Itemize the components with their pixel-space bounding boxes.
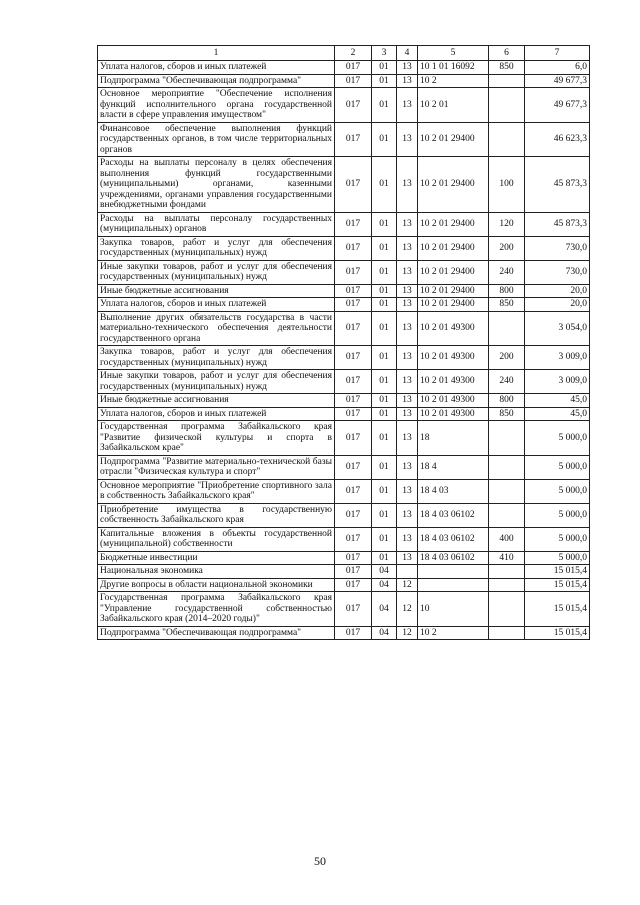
- subsection-code: 12: [397, 578, 418, 592]
- amount: 5 000,0: [525, 421, 590, 456]
- target-article-code: 10: [418, 592, 489, 627]
- expense-type-code: 850: [489, 407, 525, 421]
- target-article-code: 10 2 01 49300: [418, 311, 489, 346]
- header-cell: 3: [372, 46, 397, 61]
- section-code: 01: [372, 370, 397, 394]
- section-code: 01: [372, 74, 397, 88]
- subsection-code: 13: [397, 88, 418, 123]
- section-code: 04: [372, 565, 397, 579]
- subsection-code: 13: [397, 370, 418, 394]
- amount: 45 873,3: [525, 157, 590, 213]
- target-article-code: 10 2 01 29400: [418, 212, 489, 236]
- expense-type-code: 850: [489, 61, 525, 75]
- expense-type-code: [489, 421, 525, 456]
- table-row: [98, 455, 590, 479]
- target-article-code: 10 2 01 29400: [418, 260, 489, 284]
- expense-type-code: [489, 565, 525, 579]
- grbs-code: 017: [335, 421, 372, 456]
- grbs-code: 017: [335, 370, 372, 394]
- target-article-code: 18 4 03 06102: [418, 551, 489, 565]
- grbs-code: 017: [335, 479, 372, 503]
- subsection-code: 12: [397, 626, 418, 640]
- row-name: Подпрограмма "Развитие материально-технической базы отрасли "Физическая культура и спорт": [98, 455, 335, 479]
- row-name: Закупка товаров, работ и услуг для обеспечения государственных (муниципальных) нужд: [98, 236, 335, 260]
- target-article-code: 18: [418, 421, 489, 456]
- expense-type-code: 100: [489, 157, 525, 213]
- target-article-code: 18 4 03 06102: [418, 503, 489, 527]
- expense-type-code: [489, 578, 525, 592]
- amount: 3 054,0: [525, 311, 590, 346]
- table-row: [98, 592, 590, 627]
- table-row: [98, 479, 590, 503]
- table-row: [98, 551, 590, 565]
- amount: 15 015,4: [525, 592, 590, 627]
- grbs-code: 017: [335, 551, 372, 565]
- subsection-code: 13: [397, 122, 418, 157]
- row-name: Финансовое обеспечение выполнения функций государственных органов, в том числе территориальных органов: [98, 122, 335, 157]
- grbs-code: 017: [335, 592, 372, 627]
- row-name: Основное мероприятие "Приобретение спортивного зала в собственность Забайкальского края": [98, 479, 335, 503]
- table-row: [98, 527, 590, 551]
- section-code: 01: [372, 346, 397, 370]
- target-article-code: [418, 565, 489, 579]
- section-code: 01: [372, 527, 397, 551]
- row-name: Иные бюджетные ассигнования: [98, 394, 335, 408]
- amount: 49 677,3: [525, 88, 590, 123]
- section-code: 01: [372, 260, 397, 284]
- expense-type-code: 850: [489, 298, 525, 312]
- subsection-code: 13: [397, 260, 418, 284]
- amount: 5 000,0: [525, 527, 590, 551]
- subsection-code: 13: [397, 346, 418, 370]
- section-code: 01: [372, 407, 397, 421]
- grbs-code: 017: [335, 157, 372, 213]
- table-row: [98, 370, 590, 394]
- grbs-code: 017: [335, 298, 372, 312]
- table-row: [98, 503, 590, 527]
- expense-type-code: 410: [489, 551, 525, 565]
- section-code: 01: [372, 88, 397, 123]
- row-name: Уплата налогов, сборов и иных платежей: [98, 298, 335, 312]
- header-cell: 2: [335, 46, 372, 61]
- target-article-code: 10 2 01 29400: [418, 122, 489, 157]
- row-name: Уплата налогов, сборов и иных платежей: [98, 407, 335, 421]
- table-row: [98, 212, 590, 236]
- amount: 6,0: [525, 61, 590, 75]
- section-code: 01: [372, 284, 397, 298]
- target-article-code: 10 2 01 49300: [418, 370, 489, 394]
- expense-type-code: [489, 122, 525, 157]
- grbs-code: 017: [335, 61, 372, 75]
- header-cell: 4: [397, 46, 418, 61]
- grbs-code: 017: [335, 578, 372, 592]
- section-code: 01: [372, 212, 397, 236]
- section-code: 01: [372, 455, 397, 479]
- subsection-code: 13: [397, 284, 418, 298]
- target-article-code: 10 2 01 49300: [418, 394, 489, 408]
- grbs-code: 017: [335, 212, 372, 236]
- target-article-code: [418, 578, 489, 592]
- row-name: Расходы на выплаты персоналу в целях обеспечения выполнения функций государственными (муниципальными) органами, казенными учреждениями, органами управления государственными внебюджетными фондами: [98, 157, 335, 213]
- expense-type-code: 200: [489, 346, 525, 370]
- row-name: Закупка товаров, работ и услуг для обеспечения государственных (муниципальных) нужд: [98, 346, 335, 370]
- table-row: [98, 74, 590, 88]
- expense-type-code: [489, 74, 525, 88]
- amount: 20,0: [525, 298, 590, 312]
- grbs-code: 017: [335, 74, 372, 88]
- grbs-code: 017: [335, 311, 372, 346]
- grbs-code: 017: [335, 284, 372, 298]
- amount: 15 015,4: [525, 565, 590, 579]
- row-name: Подпрограмма "Обеспечивающая подпрограмма": [98, 626, 335, 640]
- row-name: Основное мероприятие "Обеспечение исполнения функций исполнительного органа государственной власти в сфере управления имуществом": [98, 88, 335, 123]
- grbs-code: 017: [335, 346, 372, 370]
- expense-type-code: 240: [489, 260, 525, 284]
- section-code: 04: [372, 592, 397, 627]
- grbs-code: 017: [335, 236, 372, 260]
- table-row: [98, 346, 590, 370]
- target-article-code: 10 2: [418, 74, 489, 88]
- table-row: [98, 565, 590, 579]
- subsection-code: 13: [397, 212, 418, 236]
- grbs-code: 017: [335, 527, 372, 551]
- grbs-code: 017: [335, 503, 372, 527]
- amount: 15 015,4: [525, 578, 590, 592]
- subsection-code: 13: [397, 407, 418, 421]
- expense-type-code: [489, 311, 525, 346]
- target-article-code: 18 4: [418, 455, 489, 479]
- target-article-code: 18 4 03 06102: [418, 527, 489, 551]
- table-row: [98, 284, 590, 298]
- target-article-code: 10 2 01: [418, 88, 489, 123]
- amount: 5 000,0: [525, 479, 590, 503]
- expense-type-code: [489, 626, 525, 640]
- target-article-code: 18 4 03: [418, 479, 489, 503]
- table-row: [98, 311, 590, 346]
- target-article-code: 10 2 01 49300: [418, 407, 489, 421]
- subsection-code: 13: [397, 298, 418, 312]
- expense-type-code: [489, 455, 525, 479]
- amount: 5 000,0: [525, 503, 590, 527]
- row-name: Иные бюджетные ассигнования: [98, 284, 335, 298]
- grbs-code: 017: [335, 407, 372, 421]
- expense-type-code: [489, 88, 525, 123]
- subsection-code: 13: [397, 74, 418, 88]
- row-name: Приобретение имущества в государственную собственность Забайкальского края: [98, 503, 335, 527]
- table-row: [98, 407, 590, 421]
- target-article-code: 10 2 01 29400: [418, 298, 489, 312]
- table-row: [98, 61, 590, 75]
- table-row: [98, 626, 590, 640]
- expense-type-code: 800: [489, 284, 525, 298]
- header-row: [98, 46, 590, 61]
- row-name: Выполнение других обязательств государства в части материально-технического обеспечения деятельности государственного органа: [98, 311, 335, 346]
- row-name: Иные закупки товаров, работ и услуг для обеспечения государственных (муниципальных) нужд: [98, 260, 335, 284]
- expense-type-code: 120: [489, 212, 525, 236]
- subsection-code: 13: [397, 551, 418, 565]
- table-row: [98, 122, 590, 157]
- section-code: 01: [372, 236, 397, 260]
- section-code: 01: [372, 311, 397, 346]
- subsection-code: 13: [397, 394, 418, 408]
- subsection-code: 13: [397, 236, 418, 260]
- amount: 3 009,0: [525, 370, 590, 394]
- amount: 49 677,3: [525, 74, 590, 88]
- amount: 45,0: [525, 394, 590, 408]
- header-cell: 7: [525, 46, 590, 61]
- section-code: 01: [372, 479, 397, 503]
- grbs-code: 017: [335, 565, 372, 579]
- target-article-code: 10 2: [418, 626, 489, 640]
- subsection-code: 13: [397, 479, 418, 503]
- page-number: 50: [314, 854, 326, 868]
- grbs-code: 017: [335, 626, 372, 640]
- row-name: Другие вопросы в области национальной экономики: [98, 578, 335, 592]
- section-code: 01: [372, 122, 397, 157]
- amount: 730,0: [525, 260, 590, 284]
- target-article-code: 10 2 01 29400: [418, 157, 489, 213]
- grbs-code: 017: [335, 88, 372, 123]
- amount: 730,0: [525, 236, 590, 260]
- grbs-code: 017: [335, 260, 372, 284]
- table-row: [98, 157, 590, 213]
- subsection-code: [397, 565, 418, 579]
- grbs-code: 017: [335, 455, 372, 479]
- target-article-code: 10 2 01 49300: [418, 346, 489, 370]
- section-code: 04: [372, 578, 397, 592]
- header-cell: 6: [489, 46, 525, 61]
- subsection-code: 13: [397, 527, 418, 551]
- table-row: [98, 298, 590, 312]
- amount: 46 623,3: [525, 122, 590, 157]
- target-article-code: 10 1 01 16092: [418, 61, 489, 75]
- amount: 15 015,4: [525, 626, 590, 640]
- section-code: 04: [372, 626, 397, 640]
- expense-type-code: 800: [489, 394, 525, 408]
- amount: 3 009,0: [525, 346, 590, 370]
- section-code: 01: [372, 61, 397, 75]
- table-row: [98, 578, 590, 592]
- table-row: [98, 236, 590, 260]
- budget-table: [97, 45, 590, 640]
- table-row: [98, 421, 590, 456]
- section-code: 01: [372, 298, 397, 312]
- expense-type-code: 240: [489, 370, 525, 394]
- section-code: 01: [372, 157, 397, 213]
- amount: 45,0: [525, 407, 590, 421]
- subsection-code: 12: [397, 592, 418, 627]
- row-name: Капитальные вложения в объекты государственной (муниципальной) собственности: [98, 527, 335, 551]
- table-row: [98, 260, 590, 284]
- expense-type-code: [489, 503, 525, 527]
- amount: 20,0: [525, 284, 590, 298]
- amount: 45 873,3: [525, 212, 590, 236]
- amount: 5 000,0: [525, 455, 590, 479]
- subsection-code: 13: [397, 311, 418, 346]
- row-name: Уплата налогов, сборов и иных платежей: [98, 61, 335, 75]
- expense-type-code: [489, 479, 525, 503]
- target-article-code: 10 2 01 29400: [418, 284, 489, 298]
- row-name: Подпрограмма "Обеспечивающая подпрограмма": [98, 74, 335, 88]
- row-name: Государственная программа Забайкальского края "Развитие физической культуры и спорта в Забайкальском крае": [98, 421, 335, 456]
- subsection-code: 13: [397, 61, 418, 75]
- expense-type-code: [489, 592, 525, 627]
- expense-type-code: 400: [489, 527, 525, 551]
- row-name: Иные закупки товаров, работ и услуг для обеспечения государственных (муниципальных) нужд: [98, 370, 335, 394]
- row-name: Государственная программа Забайкальского края "Управление государственной собственностью Забайкальского края (2014–2020 годы)": [98, 592, 335, 627]
- subsection-code: 13: [397, 503, 418, 527]
- row-name: Национальная экономика: [98, 565, 335, 579]
- grbs-code: 017: [335, 394, 372, 408]
- row-name: Расходы на выплаты персоналу государственных (муниципальных) органов: [98, 212, 335, 236]
- header-cell: 1: [98, 46, 335, 61]
- row-name: Бюджетные инвестиции: [98, 551, 335, 565]
- section-code: 01: [372, 394, 397, 408]
- section-code: 01: [372, 551, 397, 565]
- section-code: 01: [372, 503, 397, 527]
- table-row: [98, 88, 590, 123]
- table-row: [98, 394, 590, 408]
- section-code: 01: [372, 421, 397, 456]
- target-article-code: 10 2 01 29400: [418, 236, 489, 260]
- subsection-code: 13: [397, 421, 418, 456]
- expense-type-code: 200: [489, 236, 525, 260]
- amount: 5 000,0: [525, 551, 590, 565]
- subsection-code: 13: [397, 455, 418, 479]
- subsection-code: 13: [397, 157, 418, 213]
- grbs-code: 017: [335, 122, 372, 157]
- header-cell: 5: [418, 46, 489, 61]
